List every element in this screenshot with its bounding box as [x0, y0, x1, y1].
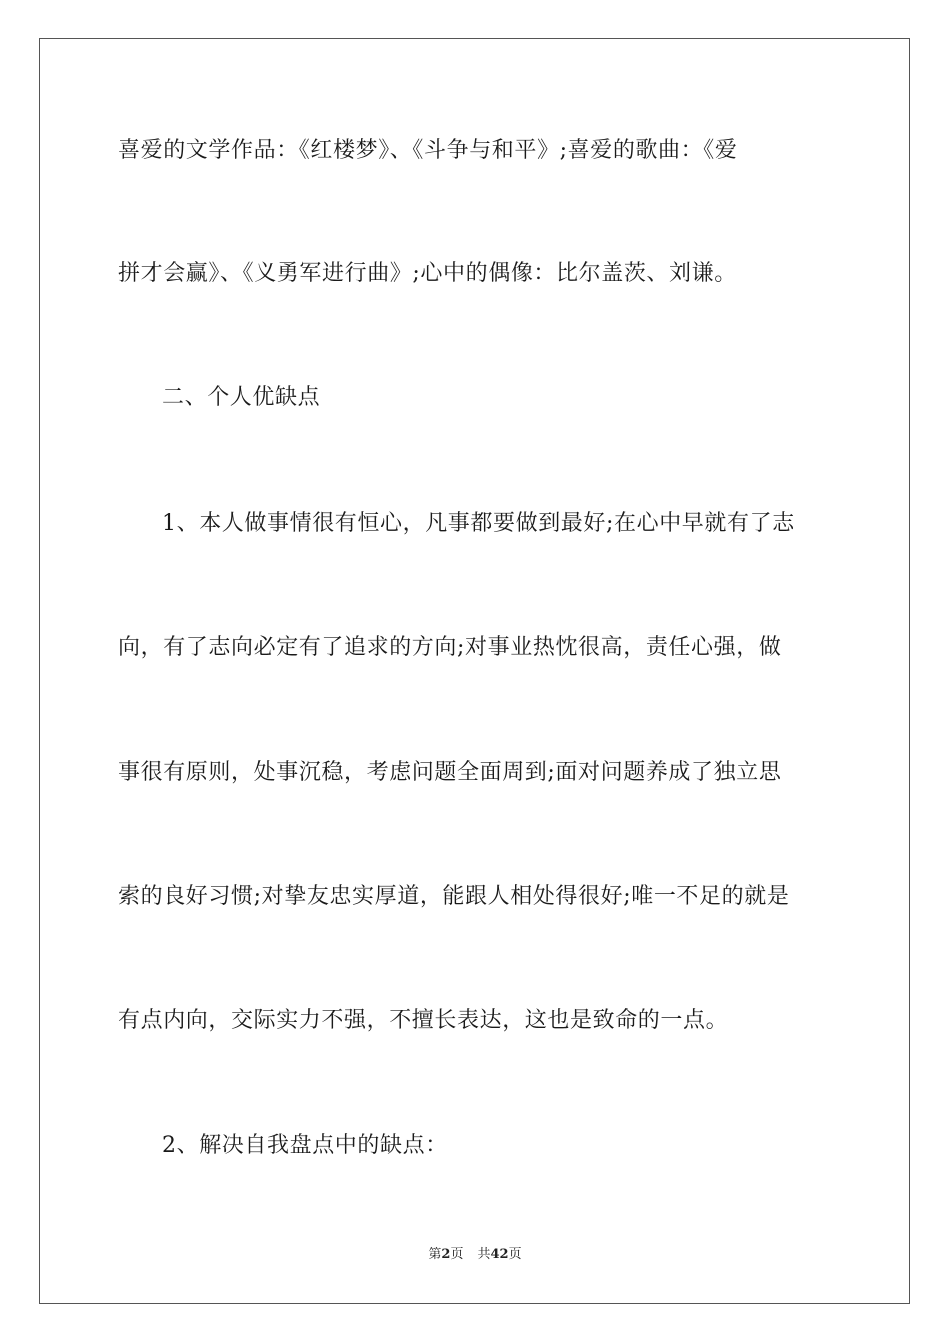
body-text-line: 喜爱的文学作品：《红楼梦》、《斗争与和平》;喜爱的歌曲：《爱: [118, 138, 738, 163]
total-prefix: 共: [477, 1247, 491, 1262]
page-border: [39, 38, 910, 1304]
total-suffix: 页: [508, 1247, 522, 1262]
page-number-footer: [0, 1246, 950, 1264]
body-text-line: 有点内向，交际实力不强，不擅长表达，这也是致命的一点。: [118, 1008, 729, 1033]
body-text-line: 拼才会赢》、《义勇军进行曲》;心中的偶像：比尔盖茨、刘谦。: [118, 261, 737, 286]
body-text-line: 1、本人做事情很有恒心，凡事都要做到最好;在心中早就有了志: [162, 511, 795, 536]
total-page-number: 42: [490, 1247, 509, 1262]
section-heading: 二、个人优缺点: [162, 385, 321, 410]
subsection-heading: 2、解决自我盘点中的缺点：: [162, 1133, 448, 1158]
body-text-line: 向，有了志向必定有了追求的方向;对事业热忱很高，责任心强，做: [118, 635, 782, 660]
page-prefix: 第: [428, 1247, 442, 1262]
body-text-line: 索的良好习惯;对挚友忠实厚道，能跟人相处得很好;唯一不足的就是: [118, 884, 790, 909]
body-text-line: 事很有原则，处事沉稳，考虑问题全面周到;面对问题养成了独立思: [118, 760, 782, 785]
page-suffix: 页: [450, 1247, 464, 1262]
current-page-number: 2: [441, 1247, 451, 1262]
